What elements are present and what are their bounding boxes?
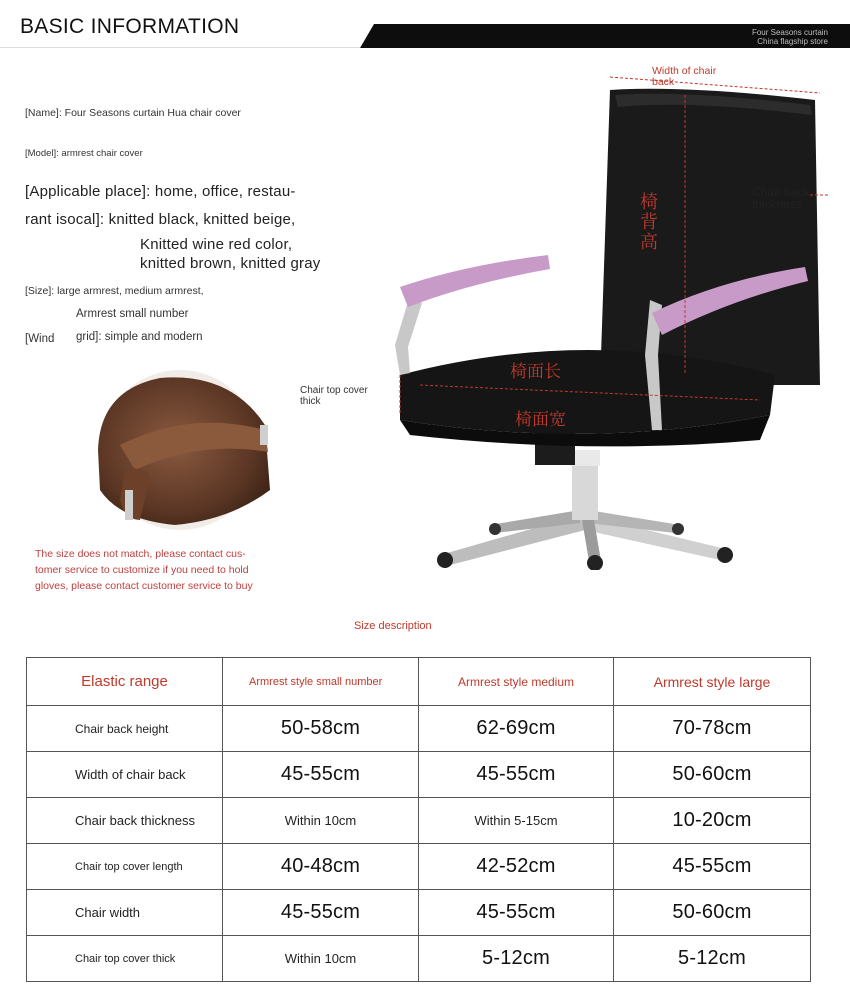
info-model: [Model]: armrest chair cover [25,148,143,159]
chair-armrest-left-pad [400,255,550,307]
cell-large: 45-55cm [614,844,811,890]
armrest-cover-photo [80,370,280,535]
note-line-1: The size does not match, please contact cus- [35,548,246,560]
header-medium: Armrest style medium [419,658,614,706]
cell-medium: Within 5-15cm [419,798,614,844]
store-name-line-1: Four Seasons curtain [751,28,828,37]
cell-large: 70-78cm [614,706,811,752]
label-chair-back-thickness: Chair back thickness [752,185,810,211]
row-label: Width of chair back [27,752,223,798]
cell-small: 50-58cm [223,706,419,752]
note-line-2: tomer service to customize if you need to hold [35,564,249,576]
cell-small: 45-55cm [223,752,419,798]
label-back-height-cn: 椅背高 [640,192,658,252]
row-label: Chair width [27,890,223,936]
chair-backrest [600,89,820,385]
store-name-line-2: China flagship store [757,37,828,46]
info-place-line-3: Knitted wine red color, [140,236,293,253]
header-small: Armrest style small number [223,658,419,706]
cell-small: 45-55cm [223,890,419,936]
size-description-title: Size description [354,620,432,632]
table-row [27,752,811,798]
table-row [27,798,811,844]
page-title: BASIC INFORMATION [20,15,240,38]
info-wind-rest: grid]: simple and modern [76,331,203,343]
label-seat-width-cn: 椅面宽 [515,410,566,429]
note-line-3: gloves, please contact customer service to buy [35,580,253,592]
cell-small: Within 10cm [223,936,419,982]
header-elastic-range: Elastic range [27,658,223,706]
table-row [27,936,811,982]
label-chair-top-cover-thick: Chair top cover thick [300,385,368,407]
info-place-line-2: rant isocal]: knitted black, knitted beige, [25,211,296,228]
row-label: Chair back thickness [27,798,223,844]
cell-large: 10-20cm [614,798,811,844]
info-place-line-1: [Applicable place]: home, office, restau- [25,183,296,200]
cell-medium: 45-55cm [419,890,614,936]
label-seat-length-cn: 椅面长 [510,362,561,381]
cell-small: Within 10cm [223,798,419,844]
cell-large: 50-60cm [614,890,811,936]
cell-medium: 45-55cm [419,752,614,798]
label-width-of-chair-back: Width of chair back [652,65,717,88]
info-name: [Name]: Four Seasons curtain Hua chair cover [25,107,241,119]
cell-small: 40-48cm [223,844,419,890]
info-wind-prefix: [Wind [25,333,55,345]
cell-medium: 5-12cm [419,936,614,982]
chair-armrest-left-frame [395,295,422,375]
table-row [27,890,811,936]
cell-medium: 42-52cm [419,844,614,890]
cell-medium: 62-69cm [419,706,614,752]
info-size: [Size]: large armrest, medium armrest, [25,285,204,297]
row-label: Chair back height [27,706,223,752]
header-underline [0,47,360,48]
info-place-line-4: knitted brown, knitted gray [140,255,321,272]
cell-large: 50-60cm [614,752,811,798]
info-size-2: Armrest small number [76,308,189,320]
office-chair-illustration [290,55,830,570]
cell-large: 5-12cm [614,936,811,982]
header-large: Armrest style large [614,658,811,706]
table-row [27,706,811,752]
row-label: Chair top cover length [27,844,223,890]
row-label: Chair top cover thick [27,936,223,982]
size-table [26,657,811,982]
table-header-row [27,658,811,706]
table-row [27,844,811,890]
